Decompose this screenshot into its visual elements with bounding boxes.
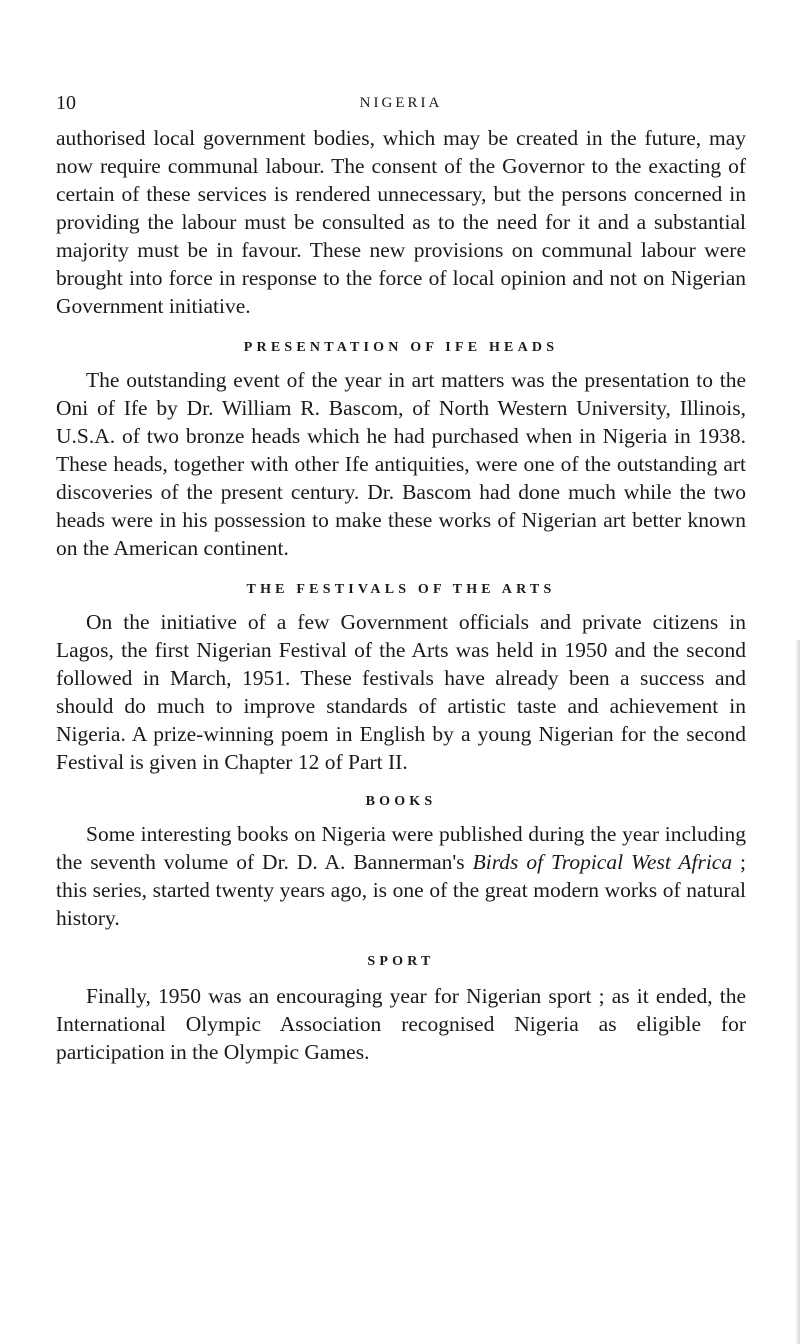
books-text-after: ; this series, started twenty years ago, is one of the great modern works of natural history. — [56, 850, 746, 930]
paragraph-communal-labour: authorised local government bodies, which may be created in the future, may now require communal labour. The consent of the Governor to the exacting of certain of these services is rendered unnecessary, but the persons concerned in providing the labour must be consulted as to the need for it and a substantial majority must be in favour. These new provisions on communal labour were brought into force in response to the force of local opinion and not on Nigerian Government initiative. — [56, 126, 746, 318]
running-title: NIGERIA — [359, 95, 443, 111]
heading-presentation-of-ife-heads: PRESENTATION OF IFE HEADS — [243, 340, 559, 355]
running-header — [56, 92, 746, 122]
heading-sport: SPORT — [367, 954, 435, 969]
paragraph-sport: Finally, 1950 was an encouraging year for Nigerian sport ; as it ended, the International Olympic Association recognised Nigeria as eligible for participation in the Olympic Games. — [56, 984, 746, 1064]
paragraph-books — [56, 820, 746, 932]
body-text — [56, 124, 746, 1066]
heading-books: BOOKS — [365, 794, 437, 809]
page-edge-shadow — [796, 640, 800, 1344]
page-number: 10 — [56, 92, 76, 114]
books-text-before: Some interesting books on Nigeria were published during the year including the seventh volume of Dr. D. A. Bannerman's — [56, 822, 746, 874]
paragraph-festivals: On the initiative of a few Government officials and private citizens in Lagos, the first Nigerian Festival of the Arts was held in 1950 and the second followed in March, 1951. These festivals have already been a success and should do much to improve standards of artistic taste and achievement in Nigeria. A prize-winning poem in English by a young Nigerian for the second Festival is given in Chapter 12 of Part II. — [56, 610, 746, 774]
heading-festivals-of-the-arts: THE FESTIVALS OF THE ARTS — [246, 582, 556, 597]
paragraph-ife-heads: The outstanding event of the year in art matters was the presentation to the Oni of Ife by Dr. William R. Bascom, of North Western University, Illinois, U.S.A. of two bronze heads which he had purchased when in Nigeria in 1938. These heads, together with other Ife antiquities, were one of the outstanding art discoveries of the present century. Dr. Bascom had done much while the two heads were in his possession to make these works of Nigerian art better known on the American continent. — [56, 368, 746, 560]
book-title-birds-of-tropical-west-africa: Birds of Tropical West Africa — [472, 850, 733, 874]
